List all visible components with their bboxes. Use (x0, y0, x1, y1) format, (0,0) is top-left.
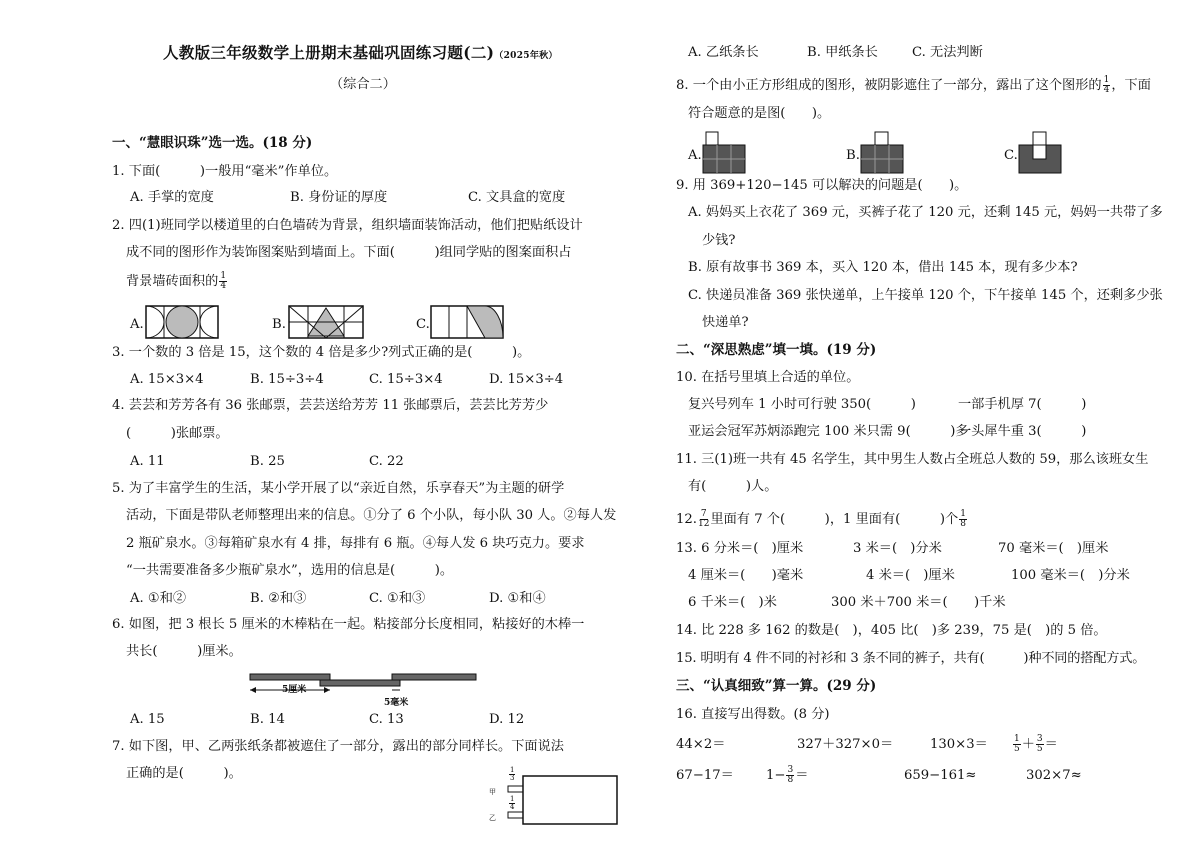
q9-option-b[interactable]: B. 原有故事书 369 本，买入 120 本，借出 145 本，现有多少本? (688, 260, 1078, 275)
q5-option-c[interactable]: C. ①和③ (369, 591, 426, 606)
q4-option-c[interactable]: C. 22 (369, 454, 404, 469)
q8-frac-num: 1 (1103, 75, 1110, 85)
title-note: （2025年秋） (494, 51, 558, 61)
q10-stem: 10. 在括号里填上合适的单位。 (676, 370, 860, 385)
q6-option-d[interactable]: D. 12 (489, 712, 525, 727)
q6-fig-label-overlap: 5毫米 (384, 698, 409, 708)
calc4-frac-2 (1036, 735, 1044, 754)
q8-stem-line1 (676, 76, 1151, 95)
q2-figure-b[interactable] (288, 305, 364, 339)
q1-option-b[interactable]: B. 身份证的厚度 (290, 190, 388, 205)
q2-stem-line3 (126, 272, 228, 291)
q12-fraction-1 (698, 510, 709, 529)
q2-frac-num: 1 (220, 271, 227, 281)
q6-option-c[interactable]: C. 13 (369, 712, 404, 727)
q1-option-c[interactable]: C. 文具盒的宽度 (468, 190, 566, 205)
q5-stem-line1: 5. 为了丰富学生的生活，某小学开展了以“亲近自然，乐享春天”为主题的研学 (112, 481, 565, 496)
calc4-f1-den: 5 (1014, 744, 1020, 754)
calc6-prefix: 1− (766, 768, 786, 783)
q13-item-2[interactable]: 3 米＝( )分米 (853, 541, 942, 556)
q12-frac2-den: 8 (960, 519, 966, 529)
calc4-frac-1 (1013, 735, 1021, 754)
q3-option-b[interactable]: B. 15÷3÷4 (250, 372, 324, 387)
q13-item-8[interactable]: 300 米＋700 米＝( )千米 (831, 595, 1006, 610)
q3-stem: 3. 一个数的 3 倍是 15，这个数的 4 倍是多少?列式正确的是( )。 (112, 345, 531, 360)
q10-item-4[interactable]: 一头犀牛重 3( ) (958, 424, 1087, 439)
q2-line3-text: 背景墙砖面积的 (126, 274, 219, 289)
q8-figure-c[interactable] (1018, 131, 1062, 175)
q12-number: 12. (676, 512, 697, 527)
calc-5[interactable]: 67−17＝ (676, 768, 734, 783)
calc4-f2-den: 5 (1036, 744, 1043, 754)
q8-frac-den: 4 (1103, 85, 1110, 95)
q2-figure-c[interactable] (430, 305, 504, 339)
q7-option-c[interactable]: C. 无法判断 (912, 45, 983, 60)
q12-frac1-num: 7 (700, 509, 707, 519)
q3-option-a[interactable]: A. 15×3×4 (130, 372, 204, 387)
q7-frac1-num: 1 (510, 766, 515, 774)
q2-frac-den: 4 (220, 281, 227, 291)
q7-frac2-den: 4 (510, 803, 515, 811)
section-3-heading: 三、“认真细致”算一算。(29 分) (676, 678, 877, 694)
q7-fig-yi: 乙 (489, 814, 496, 822)
q10-item-1[interactable]: 复兴号列车 1 小时可行驶 350( ) (688, 397, 916, 412)
calc-3[interactable]: 130×3＝ (930, 737, 988, 752)
q13-item-7[interactable]: 6 千米＝( )米 (688, 595, 777, 610)
q8-figure-a[interactable] (702, 131, 746, 175)
q1-option-a[interactable]: A. 手掌的宽度 (130, 190, 214, 205)
q7-frac1-den: 3 (510, 774, 515, 782)
title-text: 人教版三年级数学上册期末基础巩固练习题(二) (163, 43, 495, 62)
q7-stem-line2: 正确的是( )。 (126, 766, 242, 781)
q5-stem-line3: 2 瓶矿泉水。③每箱矿泉水有 4 排，每排有 6 瓶。④每人发 6 块巧克力。要求 (126, 536, 585, 551)
q13-item-6[interactable]: 100 毫米＝( )分米 (1011, 568, 1130, 583)
q7-stem-line1: 7. 如下图，甲、乙两张纸条都被遮住了一部分，露出的部分同样长。下面说法 (112, 739, 564, 754)
q14-stem: 14. 比 228 多 162 的数是( )，405 比( )多 239，75 是( )的 5 倍。 (676, 623, 1107, 638)
q7-option-a[interactable]: A. 乙纸条长 (688, 45, 759, 60)
q2-stem-line1: 2. 四(1)班同学以楼道里的白色墙砖为背景，组织墙面装饰活动，他们把贴纸设计 (112, 218, 583, 233)
calc6-fraction (786, 766, 794, 785)
q6-fig-label-length: 5厘米 (282, 685, 307, 695)
q12-fraction-2 (959, 510, 967, 529)
q5-option-a[interactable]: A. ①和② (130, 591, 187, 606)
calc6-frac-den: 8 (787, 775, 794, 785)
calc6-frac-num: 3 (787, 765, 794, 775)
q8-stem-line2: 符合题意的是图( )。 (688, 106, 831, 121)
calc4-equals: ＝ (1044, 737, 1058, 752)
q13-item-3[interactable]: 70 毫米＝( )厘米 (998, 541, 1109, 556)
calc4-f1-num: 1 (1014, 734, 1020, 744)
q9-stem: 9. 用 369+120−145 可以解决的问题是( )。 (676, 178, 968, 193)
q13-item-1[interactable]: 13. 6 分米＝( )厘米 (676, 541, 804, 556)
calc-2[interactable]: 327＋327×0＝ (797, 737, 894, 752)
page-subtitle: （综合二） (330, 77, 396, 92)
q12-frac2-num: 1 (960, 509, 966, 519)
q15-stem: 15. 明明有 4 件不同的衬衫和 3 条不同的裤子，共有( )种不同的搭配方式。 (676, 651, 1146, 666)
q2-option-a-label[interactable]: A. (130, 317, 144, 332)
q6-stem-line1: 6. 如图，把 3 根长 5 厘米的木棒粘在一起。粘接部分长度相同，粘接好的木棒一 (112, 617, 585, 632)
section-1-heading: 一、“慧眼识珠”选一选。(18 分) (112, 135, 313, 151)
calc-7[interactable]: 659−161≈ (904, 768, 977, 783)
q2-fraction (219, 272, 227, 291)
q7-option-b[interactable]: B. 甲纸条长 (807, 45, 878, 60)
q6-stem-line2: 共长( )厘米。 (126, 644, 242, 659)
q9-option-a-line2[interactable]: 少钱? (702, 233, 736, 248)
q8-option-a-label[interactable]: A. (688, 148, 702, 163)
q7-frac2-num: 1 (510, 795, 515, 803)
calc4-operator: ＋ (1021, 737, 1035, 752)
section-2-heading: 二、“深思熟虑”填一填。(19 分) (676, 342, 877, 358)
q7-fig-frac1 (508, 767, 516, 783)
q1-stem: 1. 下面( )一般用“毫米”作单位。 (112, 164, 338, 179)
q2-stem-line2: 成不同的图形作为装饰图案贴到墙面上。下面( )组同学贴的图案面积占 (126, 245, 572, 260)
q4-stem-line2: ( )张邮票。 (126, 426, 229, 441)
page-title (163, 45, 558, 64)
q2-option-b-label[interactable]: B. (272, 317, 286, 332)
calc4-f2-num: 3 (1036, 734, 1043, 744)
q8-line1-text: 8. 一个由小正方形组成的图形，被阴影遮住了一部分，露出了这个图形的 (676, 78, 1102, 93)
q13-item-4[interactable]: 4 厘米＝( )毫米 (688, 568, 804, 583)
q9-option-c-line2[interactable]: 快递单? (702, 315, 749, 330)
q2-option-c-label[interactable]: C. (416, 317, 430, 332)
q11-stem-line1: 11. 三(1)班一共有 45 名学生，其中男生人数占全班总人数的 59，那么该班女生 (676, 452, 1149, 467)
calc-1[interactable]: 44×2＝ (676, 737, 726, 752)
q6-option-a[interactable]: A. 15 (130, 712, 165, 727)
q10-item-3[interactable]: 亚运会冠军苏炳添跑完 100 米只需 9( )多 (688, 424, 969, 439)
q4-option-b[interactable]: B. 25 (250, 454, 285, 469)
q11-stem-line2: 有( )人。 (688, 479, 778, 494)
q10-item-2[interactable]: 一部手机厚 7( ) (958, 397, 1087, 412)
q12-stem (676, 510, 968, 529)
q13-item-5[interactable]: 4 米＝( )厘米 (866, 568, 955, 583)
q5-option-b[interactable]: B. ②和③ (250, 591, 307, 606)
q8-option-b-label[interactable]: B. (846, 148, 860, 163)
q2-figure-a[interactable] (145, 305, 219, 339)
q3-option-d[interactable]: D. 15×3÷4 (489, 372, 564, 387)
q8-fraction (1103, 76, 1111, 95)
q8-line1-end: ，下面 (1111, 78, 1151, 93)
calc6-equals: ＝ (795, 768, 809, 783)
q12-frac1-den: 12 (697, 519, 710, 529)
q5-option-d[interactable]: D. ①和④ (489, 591, 546, 606)
q8-option-c-label[interactable]: C. (1004, 148, 1018, 163)
q12-middle-text: 里面有 7 个( )，1 里面有( )个 (710, 512, 959, 527)
q16-stem: 16. 直接写出得数。(8 分) (676, 707, 830, 722)
q4-stem-line1: 4. 芸芸和芳芳各有 36 张邮票，芸芸送给芳芳 11 张邮票后，芸芸比芳芳少 (112, 398, 549, 413)
q6-option-b[interactable]: B. 14 (250, 712, 285, 727)
q9-option-a-line1[interactable]: A. 妈妈买上衣花了 369 元，买裤子花了 120 元，还剩 145 元，妈妈一共带了多 (688, 205, 1163, 220)
q7-fig-frac2 (508, 796, 516, 812)
q7-fig-jia: 甲 (489, 788, 496, 796)
calc-8[interactable]: 302×7≈ (1026, 768, 1082, 783)
q9-option-c-line1[interactable]: C. 快递员准备 369 张快递单，上午接单 120 个，下午接单 145 个，还剩多少张 (688, 288, 1163, 303)
q5-stem-line4: “一共需要准备多少瓶矿泉水”，选用的信息是( )。 (126, 563, 454, 578)
q8-figure-b[interactable] (860, 131, 904, 175)
q5-stem-line2: 活动，下面是带队老师整理出来的信息。①分了 6 个小队，每小队 30 人。②每人发 (126, 508, 617, 523)
calc-4[interactable] (1012, 735, 1058, 754)
q3-option-c[interactable]: C. 15÷3×4 (369, 372, 443, 387)
calc-6[interactable] (766, 766, 808, 785)
q4-option-a[interactable]: A. 11 (130, 454, 165, 469)
